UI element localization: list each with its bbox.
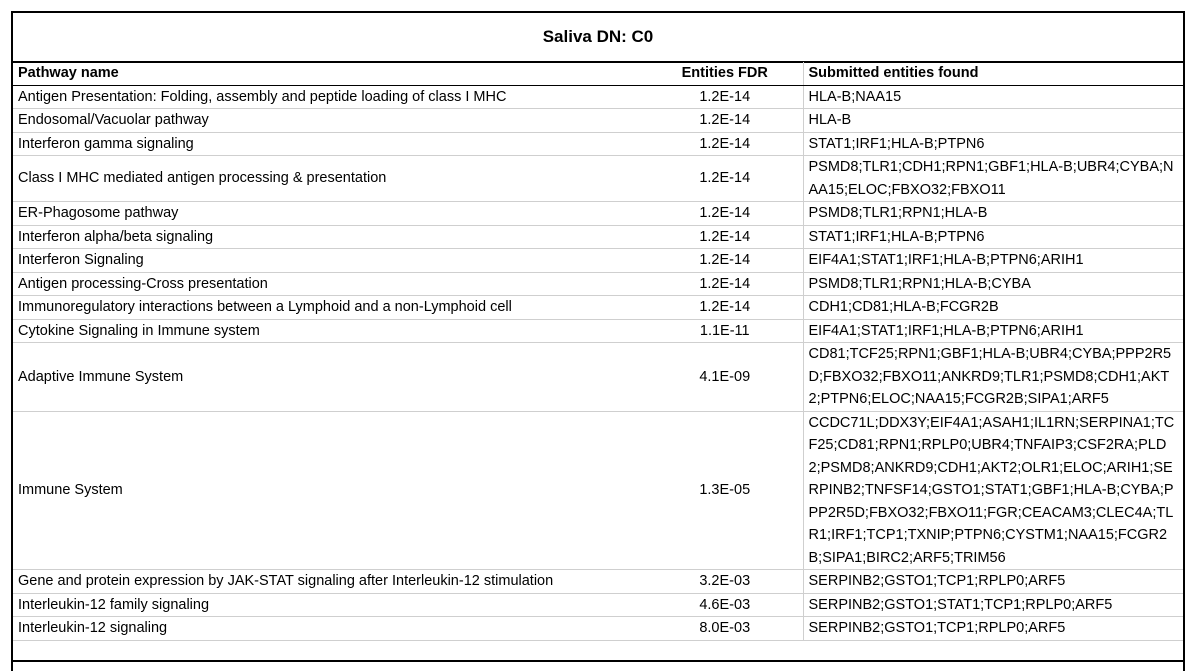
table-row bbox=[13, 225, 1183, 249]
table-row bbox=[13, 249, 1183, 273]
entities-cell: STAT1;IRF1;HLA-B;PTPN6 bbox=[803, 132, 1183, 156]
pathway-name-cell: Class I MHC mediated antigen processing & presentation bbox=[13, 156, 647, 202]
bottom-border bbox=[11, 660, 1185, 662]
table-row bbox=[13, 272, 1183, 296]
header-row bbox=[13, 62, 1183, 85]
fdr-cell: 1.2E-14 bbox=[647, 272, 803, 296]
entities-cell: PSMD8;TLR1;RPN1;HLA-B;CYBA bbox=[803, 272, 1183, 296]
table-row bbox=[13, 85, 1183, 109]
table-row bbox=[13, 343, 1183, 412]
fdr-cell: 1.2E-14 bbox=[647, 225, 803, 249]
pathway-name-cell: Antigen processing-Cross presentation bbox=[13, 272, 647, 296]
table-row bbox=[13, 617, 1183, 641]
pathway-name-cell: Immunoregulatory interactions between a Lymphoid and a non-Lymphoid cell bbox=[13, 296, 647, 320]
fdr-cell: 3.2E-03 bbox=[647, 570, 803, 594]
fdr-cell: 1.3E-05 bbox=[647, 411, 803, 570]
fdr-cell: 1.2E-14 bbox=[647, 109, 803, 133]
fdr-cell: 1.2E-14 bbox=[647, 85, 803, 109]
fdr-cell: 1.2E-14 bbox=[647, 156, 803, 202]
header-pathway-name: Pathway name bbox=[13, 62, 647, 85]
pathway-name-cell: Interferon Signaling bbox=[13, 249, 647, 273]
pathway-name-cell: Interferon gamma signaling bbox=[13, 132, 647, 156]
table-row bbox=[13, 109, 1183, 133]
entities-cell: CDH1;CD81;HLA-B;FCGR2B bbox=[803, 296, 1183, 320]
pathway-name-cell: ER-Phagosome pathway bbox=[13, 202, 647, 226]
pathway-name-cell: Cytokine Signaling in Immune system bbox=[13, 319, 647, 343]
pathway-name-cell: Gene and protein expression by JAK-STAT signaling after Interleukin-12 stimulation bbox=[13, 570, 647, 594]
table-row bbox=[13, 411, 1183, 570]
sheet-title: Saliva DN: C0 bbox=[13, 13, 1183, 63]
pathway-table bbox=[13, 62, 1183, 641]
fdr-cell: 4.1E-09 bbox=[647, 343, 803, 412]
pathway-name-cell: Adaptive Immune System bbox=[13, 343, 647, 412]
entities-cell: SERPINB2;GSTO1;STAT1;TCP1;RPLP0;ARF5 bbox=[803, 593, 1183, 617]
table-row bbox=[13, 156, 1183, 202]
pathway-name-cell: Interleukin-12 family signaling bbox=[13, 593, 647, 617]
table-row bbox=[13, 319, 1183, 343]
entities-cell: SERPINB2;GSTO1;TCP1;RPLP0;ARF5 bbox=[803, 570, 1183, 594]
header-entities-fdr: Entities FDR bbox=[647, 62, 803, 85]
header-submitted-entities: Submitted entities found bbox=[803, 62, 1183, 85]
entities-cell: EIF4A1;STAT1;IRF1;HLA-B;PTPN6;ARIH1 bbox=[803, 319, 1183, 343]
fdr-cell: 8.0E-03 bbox=[647, 617, 803, 641]
spreadsheet-frame bbox=[11, 11, 1185, 671]
fdr-cell: 1.2E-14 bbox=[647, 132, 803, 156]
pathway-name-cell: Immune System bbox=[13, 411, 647, 570]
entities-cell: PSMD8;TLR1;RPN1;HLA-B bbox=[803, 202, 1183, 226]
pathway-name-cell: Endosomal/Vacuolar pathway bbox=[13, 109, 647, 133]
fdr-cell: 1.2E-14 bbox=[647, 296, 803, 320]
fdr-cell: 4.6E-03 bbox=[647, 593, 803, 617]
table-row bbox=[13, 570, 1183, 594]
entities-cell: SERPINB2;GSTO1;TCP1;RPLP0;ARF5 bbox=[803, 617, 1183, 641]
entities-cell: CD81;TCF25;RPN1;GBF1;HLA-B;UBR4;CYBA;PPP2R5D;FBXO32;FBXO11;ANKRD9;TLR1;PSMD8;CDH1;AKT2;PTPN6;ELOC;NAA15;FCGR2B;SIPA1;ARF5 bbox=[803, 343, 1183, 412]
fdr-cell: 1.1E-11 bbox=[647, 319, 803, 343]
pathway-name-cell: Antigen Presentation: Folding, assembly and peptide loading of class I MHC bbox=[13, 85, 647, 109]
fdr-cell: 1.2E-14 bbox=[647, 249, 803, 273]
entities-cell: EIF4A1;STAT1;IRF1;HLA-B;PTPN6;ARIH1 bbox=[803, 249, 1183, 273]
table-row bbox=[13, 296, 1183, 320]
entities-cell: HLA-B;NAA15 bbox=[803, 85, 1183, 109]
table-row bbox=[13, 132, 1183, 156]
entities-cell: PSMD8;TLR1;CDH1;RPN1;GBF1;HLA-B;UBR4;CYBA;NAA15;ELOC;FBXO32;FBXO11 bbox=[803, 156, 1183, 202]
pathway-name-cell: Interleukin-12 signaling bbox=[13, 617, 647, 641]
pathway-name-cell: Interferon alpha/beta signaling bbox=[13, 225, 647, 249]
entities-cell: HLA-B bbox=[803, 109, 1183, 133]
table-row bbox=[13, 593, 1183, 617]
fdr-cell: 1.2E-14 bbox=[647, 202, 803, 226]
entities-cell: STAT1;IRF1;HLA-B;PTPN6 bbox=[803, 225, 1183, 249]
table-row bbox=[13, 202, 1183, 226]
entities-cell: CCDC71L;DDX3Y;EIF4A1;ASAH1;IL1RN;SERPINA1;TCF25;CD81;RPN1;RPLP0;UBR4;TNFAIP3;CSF2RA;PLD2;PSMD8;ANKRD9;CDH1;AKT2;OLR1;ELOC;ARIH1;SERPINB2;TNFSF14;GSTO1;STAT1;GBF1;HLA-B;CYBA;PPP2R5D;FBXO32;FBXO11;FGR;CEACAM3;CLEC4A;TLR1;IRF1;TCP1;TXNIP;PTPN6;CYSTM1;NAA15;FCGR2B;SIPA1;BIRC2;ARF5;TRIM56 bbox=[803, 411, 1183, 570]
